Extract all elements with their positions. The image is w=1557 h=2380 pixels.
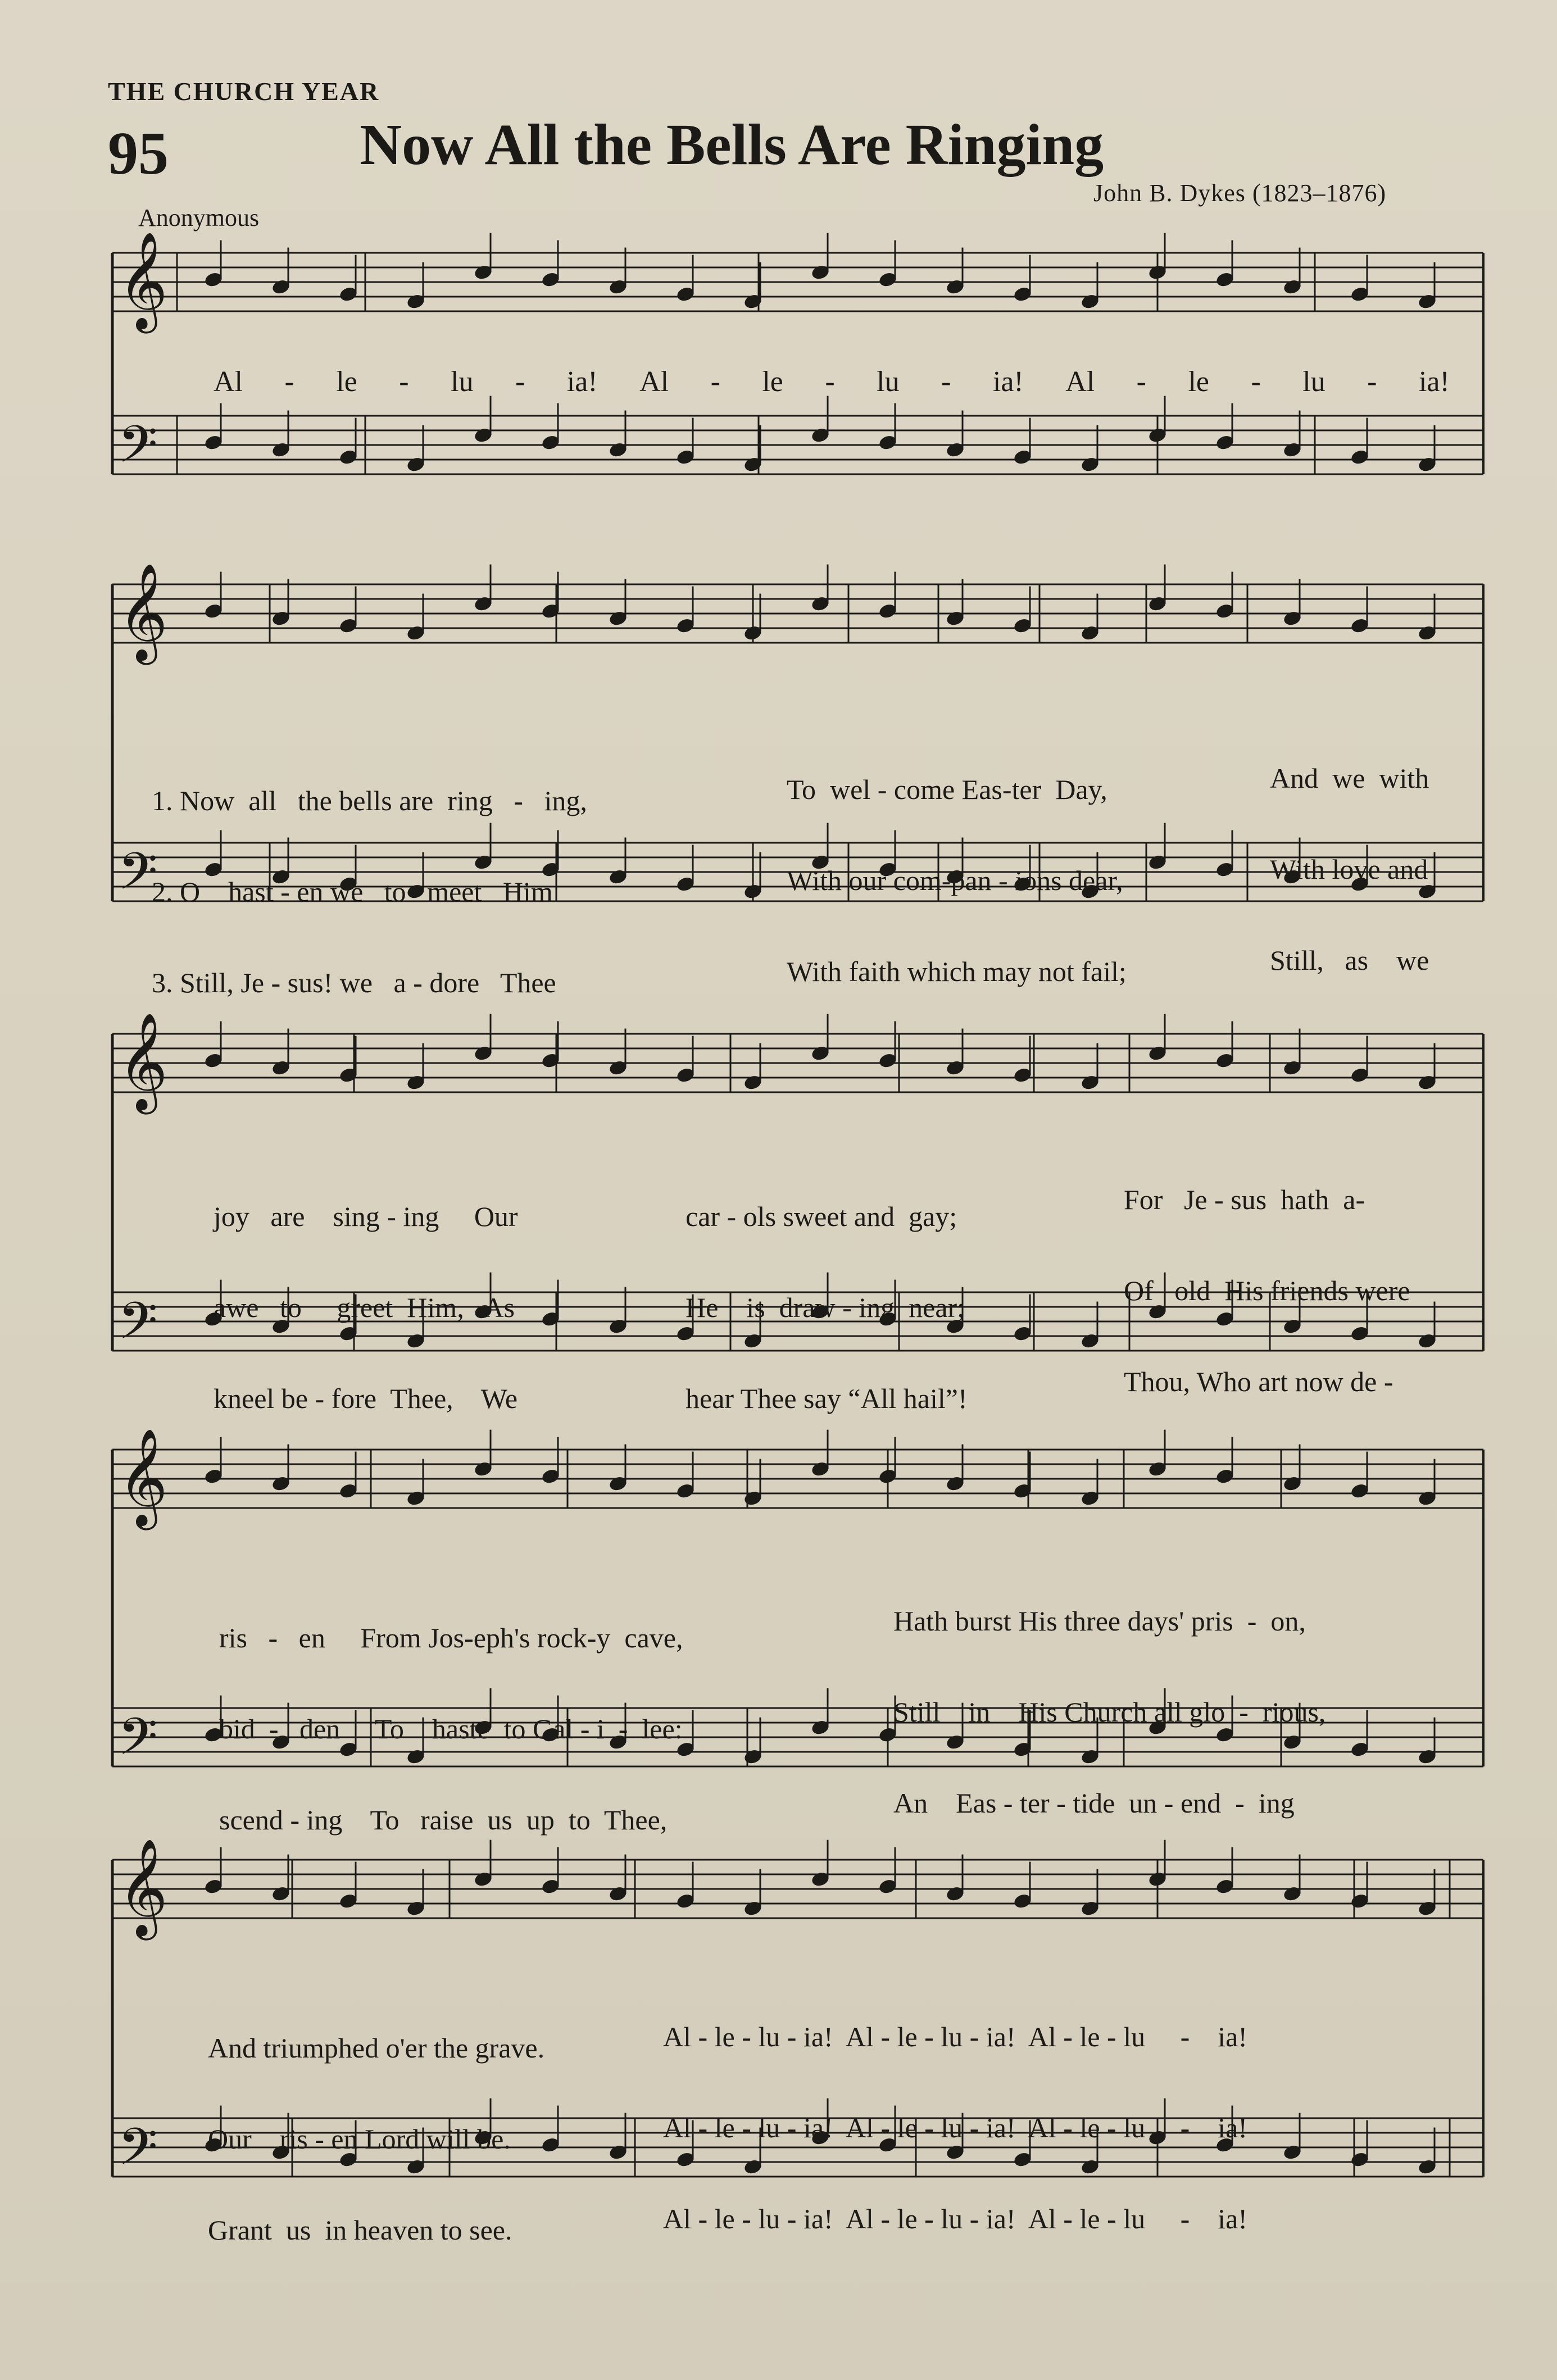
- author-credit: Anonymous: [138, 204, 260, 231]
- music-system-4: [101, 1416, 1495, 1836]
- section-label: THE CHURCH YEAR: [108, 77, 380, 106]
- lyric-verse-2: With our com-pan - ions dear,: [787, 865, 1123, 896]
- stanza-lyrics-row4: [208, 1978, 544, 2300]
- bass-clef-icon: 𝄢: [118, 1291, 158, 1363]
- lyric-syllable: lu: [877, 366, 900, 398]
- lyric-syllable: -: [1367, 366, 1377, 398]
- lyric-syllable: Al: [1065, 366, 1095, 398]
- lyric-verse-1: Al - le - lu - ia! Al - le - lu - ia! Al - le - lu - ia!: [663, 2021, 1247, 2052]
- lyric-syllable: -: [1136, 366, 1146, 398]
- stanza-lyrics-row1b: [787, 719, 1127, 1042]
- lyric-syllable: -: [710, 366, 720, 398]
- lyric-verse-1: car - ols sweet and gay;: [686, 1201, 957, 1232]
- treble-clef-icon: 𝄞: [118, 1428, 168, 1526]
- lyric-verse-2: Still in His Church all glo - rious,: [893, 1696, 1326, 1728]
- stanza-lyrics-row4b: [663, 1966, 1247, 2289]
- lyric-verse-3: Still, as we: [1270, 944, 1429, 976]
- lyric-syllable: -: [515, 366, 525, 398]
- lyric-syllable: -: [825, 366, 835, 398]
- lyric-verse-1: For Je - sus hath a-: [1124, 1184, 1365, 1215]
- bass-clef-icon: 𝄢: [118, 2117, 158, 2189]
- lyric-verse-1: To wel - come Eas-ter Day,: [787, 774, 1107, 805]
- lyric-syllable: Al: [639, 366, 669, 398]
- lyric-syllable: -: [1251, 366, 1261, 398]
- lyric-verse-1: ris - en From Jos-eph's rock-y cave,: [219, 1622, 683, 1654]
- music-system-3: [101, 1000, 1495, 1414]
- lyric-verse-1: Hath burst His three days' pris - on,: [893, 1605, 1306, 1637]
- lyric-verse-1: joy are sing - ing Our: [214, 1201, 518, 1232]
- lyric-syllable: le: [336, 366, 357, 398]
- lyric-syllable: lu: [451, 366, 474, 398]
- treble-clef-icon: 𝄞: [118, 1838, 168, 1936]
- composer-credit: John B. Dykes (1823–1876): [1093, 179, 1387, 207]
- lyric-syllable: ia!: [1418, 366, 1450, 398]
- lyric-syllable: lu: [1302, 366, 1326, 398]
- lyric-verse-1: And triumphed o'er the grave.: [208, 2032, 545, 2064]
- lyric-verse-3: An Eas - ter - tide un - end - ing: [893, 1787, 1295, 1819]
- bass-clef-icon: 𝄢: [118, 842, 158, 914]
- lyric-syllable: le: [1188, 366, 1209, 398]
- lyric-syllable: ia!: [566, 366, 598, 398]
- hymn-title: Now All the Bells Are Ringing: [360, 112, 1104, 177]
- lyric-syllable: -: [399, 366, 409, 398]
- lyric-verse-2: awe to greet Him, As: [214, 1292, 515, 1323]
- intro-lyrics: [214, 365, 1450, 398]
- lyric-verse-2: With love and: [1270, 853, 1428, 885]
- lyric-syllable: -: [284, 366, 294, 398]
- lyric-verse-2: Our ris - en Lord will be.: [208, 2123, 511, 2155]
- lyric-verse-3: Thou, Who art now de -: [1124, 1366, 1393, 1397]
- stanza-lyrics-row2c: [1124, 1129, 1410, 1452]
- lyric-verse-3: With faith which may not fail;: [787, 956, 1127, 987]
- bass-clef-icon: 𝄢: [118, 1707, 158, 1779]
- music-system-5: [101, 1832, 1495, 2246]
- lyric-syllable: ia!: [992, 366, 1024, 398]
- stanza-lyrics-row3b: [893, 1551, 1326, 1873]
- lyric-syllable: le: [762, 366, 783, 398]
- stanza-lyrics-row1c: [1270, 708, 1429, 1030]
- lyric-syllable: -: [941, 366, 951, 398]
- lyric-verse-2: Of old His friends were: [1124, 1275, 1410, 1306]
- bass-clef-icon: 𝄢: [118, 415, 158, 487]
- lyric-verse-3: Grant us in heaven to see.: [208, 2214, 512, 2246]
- treble-clef-icon: 𝄞: [118, 1012, 168, 1110]
- lyric-verse-3: hear Thee say “All hail”!: [686, 1383, 968, 1414]
- lyric-verse-2: He is draw - ing near;: [686, 1292, 965, 1323]
- lyric-verse-1: 1. Now all the bells are ring - ing,: [152, 785, 587, 816]
- lyric-verse-3: kneel be - fore Thee, We: [214, 1383, 518, 1414]
- lyric-syllable: Al: [214, 366, 243, 398]
- hymn-number: 95: [108, 120, 169, 187]
- lyric-verse-3: scend - ing To raise us up to Thee,: [219, 1804, 668, 1836]
- music-system-1: [101, 225, 1495, 539]
- lyric-verse-3: Al - le - lu - ia! Al - le - lu - ia! Al - le - lu - ia!: [663, 2203, 1247, 2234]
- treble-clef-icon: 𝄞: [118, 231, 168, 329]
- lyric-verse-1: And we with: [1270, 762, 1429, 794]
- lyric-verse-2: 2. O hast - en we to meet Him: [152, 876, 553, 907]
- music-system-2: [101, 562, 1495, 998]
- lyric-verse-2: Al - le - lu - ia! Al - le - lu - ia! Al - le - lu - ia!: [663, 2112, 1247, 2143]
- treble-clef-icon: 𝄞: [118, 563, 168, 661]
- lyric-verse-2: bid - den To haste to Gal - i - lee:: [219, 1713, 683, 1745]
- lyric-verse-3: 3. Still, Je - sus! we a - dore Thee: [152, 967, 556, 998]
